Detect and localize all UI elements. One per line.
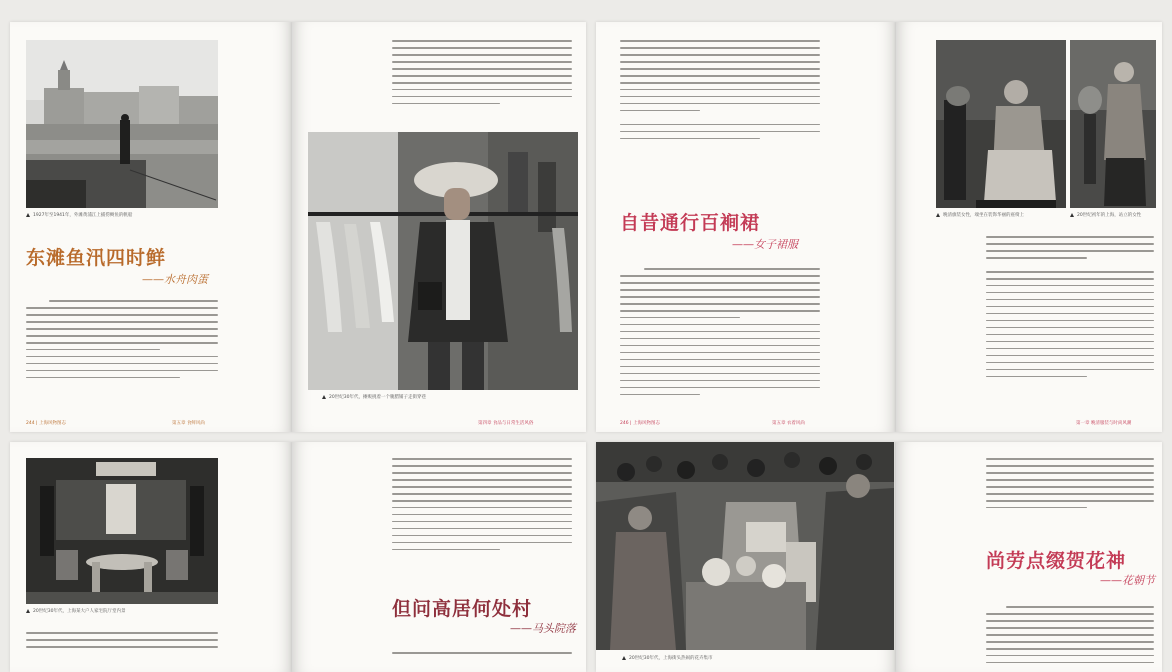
chapter-footer: 第五章 衣着风尚 bbox=[772, 421, 805, 426]
spread3-left-page bbox=[596, 22, 896, 432]
photo-caption: 20世纪30年代，上海某大户人家宅院厅堂内景 bbox=[26, 608, 125, 614]
spread4-right-page bbox=[896, 22, 1162, 432]
article-title: 东滩鱼汛四时鲜 bbox=[26, 247, 167, 269]
body-text bbox=[986, 236, 1154, 383]
spread6-right-page bbox=[292, 442, 586, 672]
chapter-footer: 第四章 食品与日常生活风俗 bbox=[478, 421, 534, 426]
photo-caption-left: 晚清旗装女性，端坐在装饰华丽的座椅上 bbox=[936, 212, 1024, 218]
page-footer: 244 | 上海风物图志 bbox=[26, 421, 66, 426]
hall-interior-photo bbox=[26, 458, 218, 604]
body-text-bottom bbox=[392, 652, 572, 659]
body-text bbox=[26, 300, 218, 384]
body-text bbox=[986, 606, 1154, 669]
body-text bbox=[392, 458, 572, 556]
page-footer: 246 | 上海风物图志 bbox=[620, 421, 660, 426]
article-title: 尚劳点缀贺花神 bbox=[986, 550, 1127, 572]
article-subtitle: ——马头院落 bbox=[510, 622, 576, 635]
spread5-left-page bbox=[10, 442, 292, 672]
flower-market-photo bbox=[596, 442, 894, 650]
article-title: 自昔通行百裥裙 bbox=[620, 212, 761, 234]
photo-caption: 20世纪30年代，摊贩挑着一个腌腊铺子走街穿巷 bbox=[322, 394, 426, 400]
body-text-top bbox=[620, 40, 820, 145]
article-title: 但问高居何处村 bbox=[392, 598, 533, 620]
article-subtitle: ——水舟肉蛋 bbox=[142, 273, 208, 286]
chapter-footer: 第五章 食鲜风尚 bbox=[172, 421, 205, 426]
body-text bbox=[392, 40, 572, 110]
article-subtitle: ——花朝节 bbox=[1100, 574, 1155, 587]
spread8-right-page bbox=[896, 442, 1162, 672]
article-subtitle: ——女子裙服 bbox=[732, 238, 798, 251]
photo-caption-right: 20世纪初年的上海，站立的女性 bbox=[1070, 212, 1141, 218]
body-text bbox=[26, 632, 218, 653]
street-vendor-photo bbox=[308, 132, 578, 390]
spread2-right-page bbox=[292, 22, 586, 432]
photo-caption: 20世纪30年代，上海街头热闹的花卉集市 bbox=[622, 655, 712, 661]
chapter-footer: 第一章 晚清服装与时尚风潮 bbox=[1076, 421, 1132, 426]
seated-woman-photo bbox=[936, 40, 1066, 208]
standing-woman-photo bbox=[1070, 40, 1156, 208]
body-text-top bbox=[986, 458, 1154, 514]
bund-harbor-photo bbox=[26, 40, 218, 208]
body-text bbox=[620, 268, 820, 401]
spread1-left-page bbox=[10, 22, 292, 432]
photo-caption: 1927年至1941年，外滩黄浦江上捕捞鲥鱼的帆船 bbox=[26, 212, 132, 218]
spread7-left-page bbox=[596, 442, 896, 672]
